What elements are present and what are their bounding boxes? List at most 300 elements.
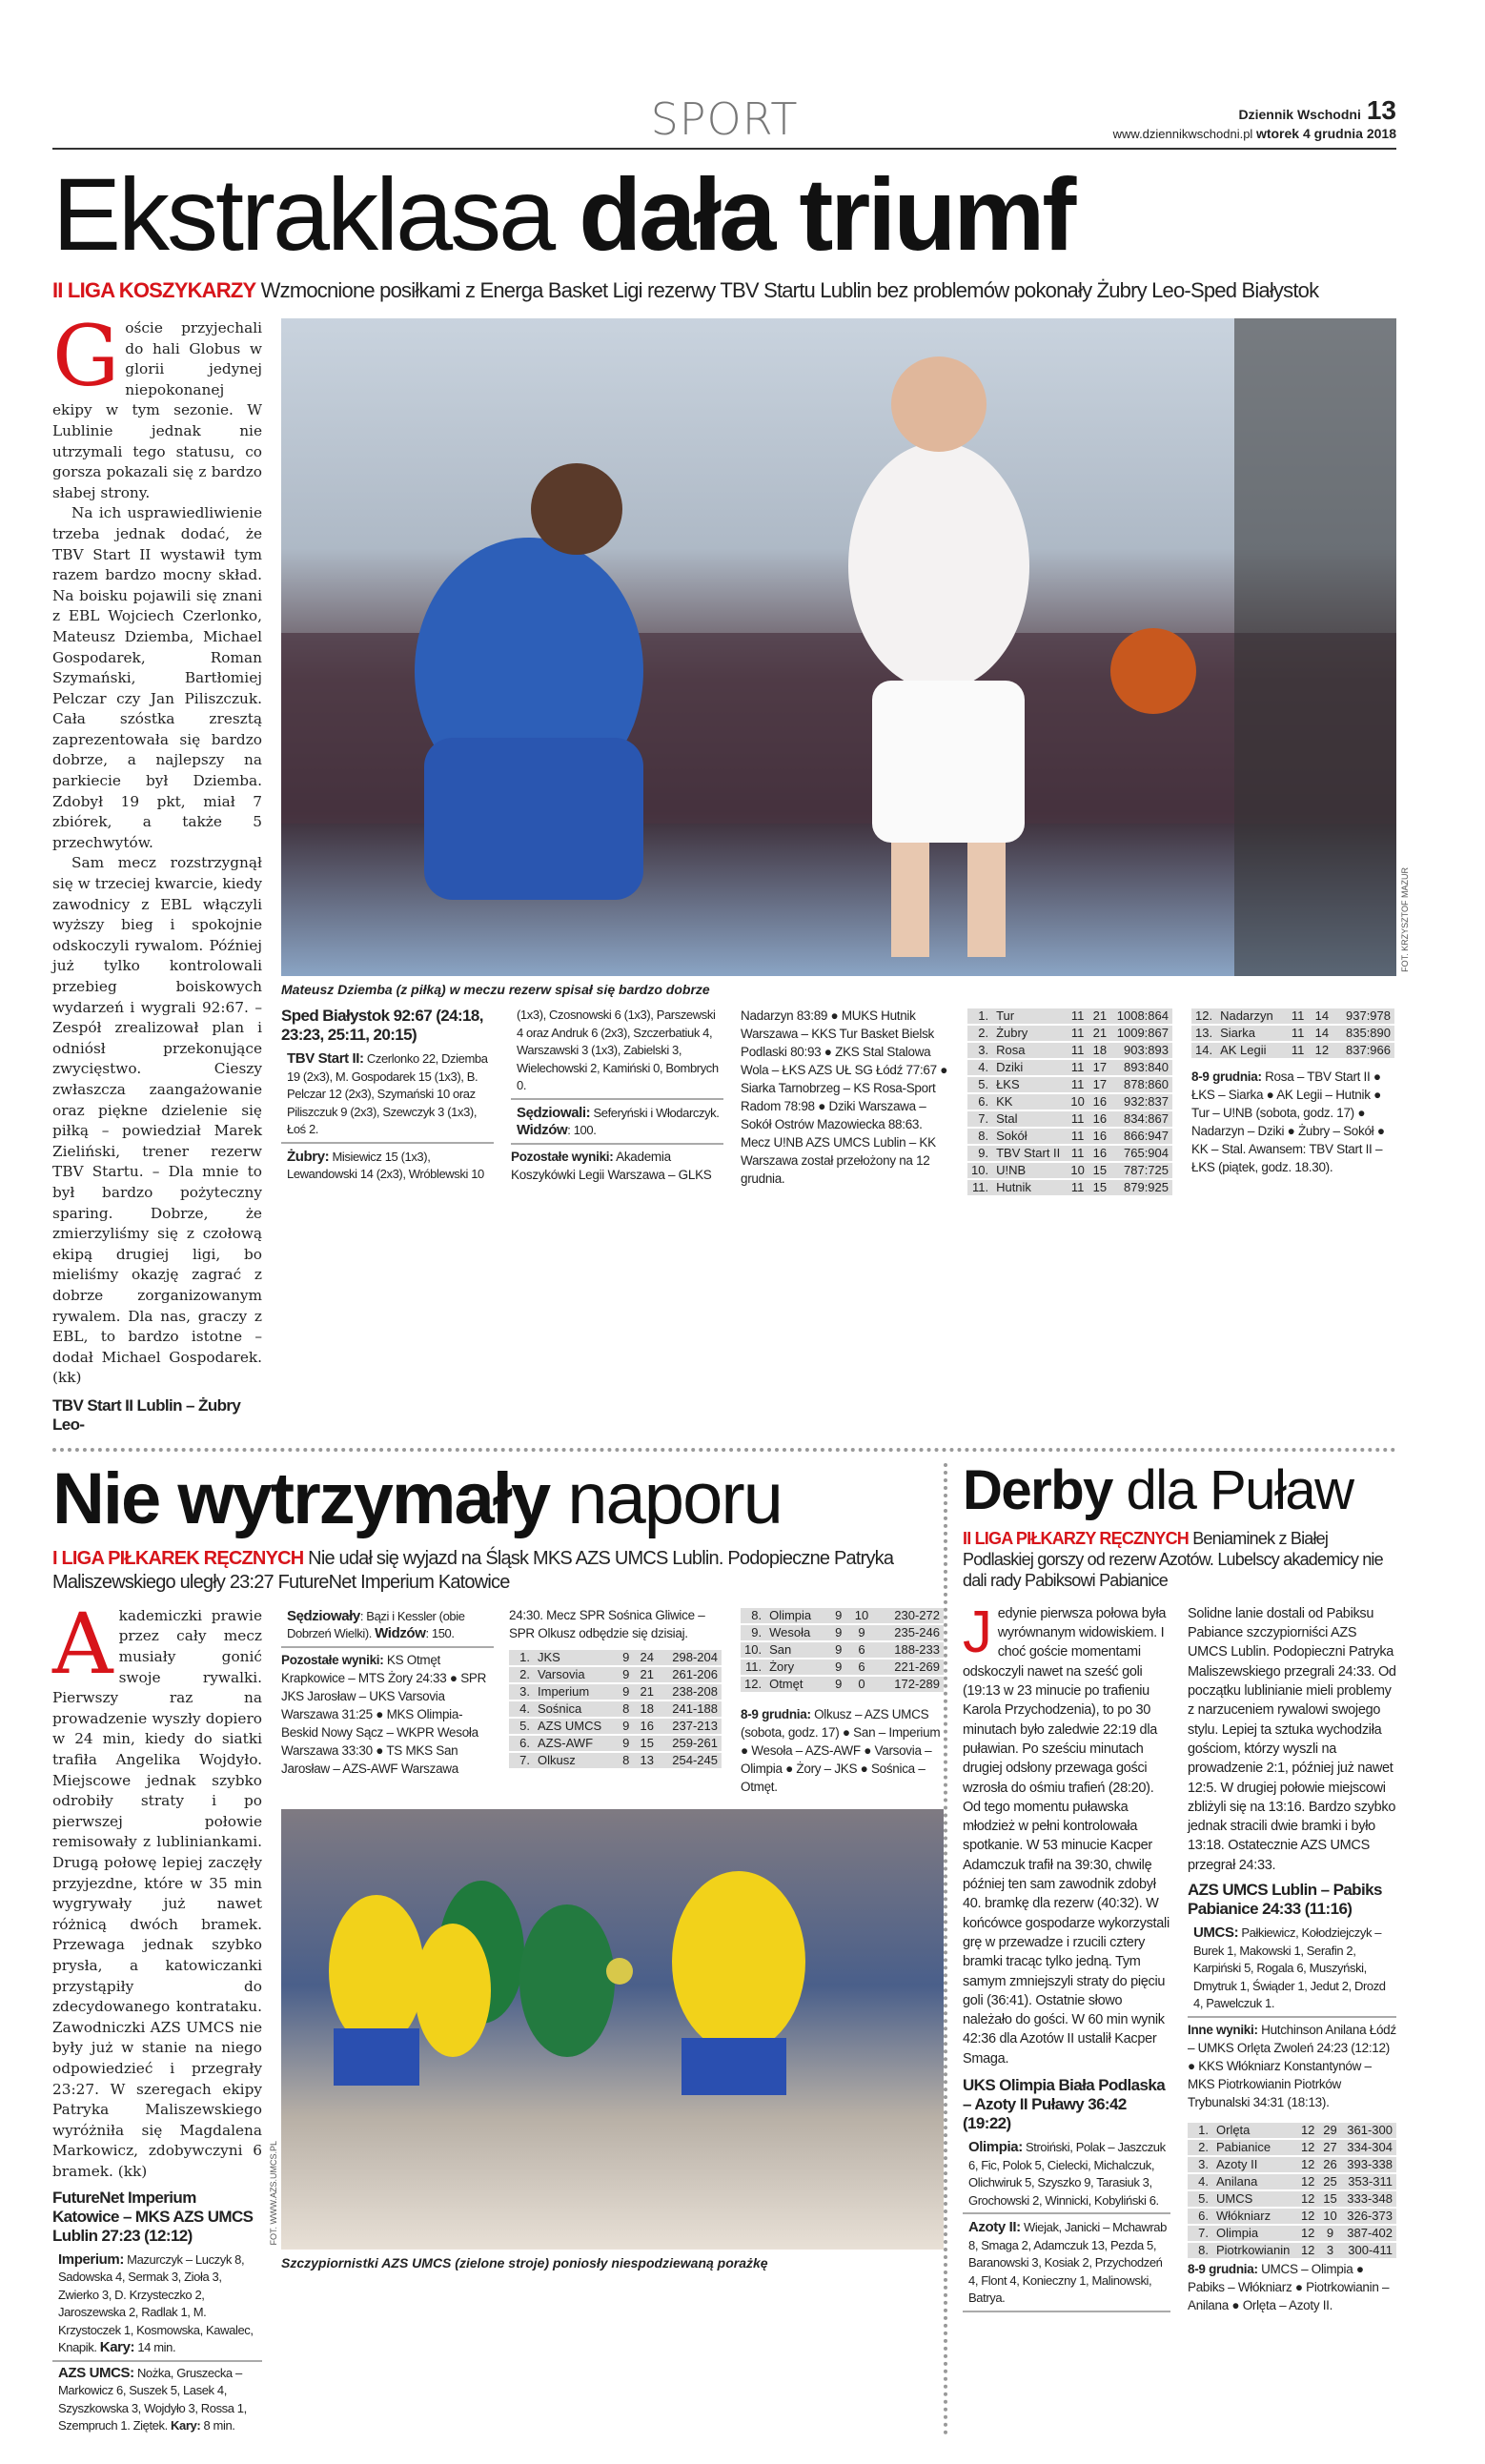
lineup-text: Stroiński, Polak – Jaszczuk 6, Fic, Polok 5, Cielecki, Michalczuk, Olichwiruk 5, Szyszko 9, Tarasiuk 3, Grochowski 2, Winnicki, Kobyliński 6. bbox=[968, 2140, 1166, 2208]
lineup-text: Pałkiewicz, Kołodziejczyk – Burek 1, Makowski 1, Serafin 2, Karpiński 5, Rogala 6, Muszyński, Dmytruk 1, Świąder 1, Jedut 2, Drozd 4, Pawelczuk 1. bbox=[1193, 1925, 1386, 2011]
standings-row bbox=[509, 1701, 722, 1717]
paragraph: Na ich usprawiedliwienie trzeba jednak dodać, że TBV Start II wystawił tym razem bardzo mocny skład. Na boisku pojawili się znani z EBL Wojciech Czerlonko, Mateusz Dziemba, Michael Gospodarek, Roman Szymański, Bartłomiej Pelczar czy Jan Piliszczuk. Cała szóstka zresztą zaprezentowała się bardzo dobrze, a najlepszy na parkiecie był Dziemba. Zdobył 19 pkt, miał 7 zbiórek, a także 5 przechwytów. bbox=[52, 504, 262, 851]
team-cell: Hutnik bbox=[992, 1180, 1067, 1195]
results-block-1 bbox=[281, 1007, 953, 1188]
score-heading-3a: UKS Olimpia Biała Podlaska – Azoty II Puławy 36:42 (19:22) bbox=[963, 2076, 1166, 2132]
points-cell: 9 bbox=[848, 1625, 876, 1640]
standings-table-3 bbox=[1188, 2121, 1396, 2260]
rank-cell: 6. bbox=[509, 1736, 534, 1751]
standings-row bbox=[967, 1111, 1172, 1127]
next-round-3 bbox=[1188, 2260, 1396, 2314]
rank-cell: 9. bbox=[741, 1625, 765, 1640]
rank-cell: 2. bbox=[967, 1026, 992, 1041]
lineup-text: Nożka, Gruszecka – Markowicz 6, Suszek 5, Lasek 4, Szyszkowska 3, Wojdyło 3, Rossa 1, Szempruch 1. Ziętek. bbox=[58, 2365, 247, 2433]
rank-cell: 13. bbox=[1191, 1026, 1216, 1041]
photo-credit-1: FOT. KRZYSZTOF MAZUR bbox=[1400, 867, 1410, 972]
games-cell: 9 bbox=[829, 1642, 848, 1658]
score-cell: 1009:867 bbox=[1111, 1026, 1173, 1041]
section-title: SPORT bbox=[650, 93, 799, 145]
rank-cell: 7. bbox=[1188, 2226, 1212, 2241]
rank-cell: 14. bbox=[1191, 1043, 1216, 1058]
team-cell: AZS-AWF bbox=[534, 1736, 618, 1751]
crowd: : 150. bbox=[425, 1626, 455, 1641]
team-cell: Anilana bbox=[1212, 2174, 1297, 2189]
rank-cell: 12. bbox=[1191, 1008, 1216, 1024]
standings-row bbox=[509, 1753, 722, 1768]
team-cell: Żubry bbox=[992, 1026, 1067, 1041]
standings-row bbox=[1188, 2226, 1396, 2241]
standings-row bbox=[967, 1094, 1172, 1110]
standings-row bbox=[1191, 1008, 1394, 1024]
team-cell: Orlęta bbox=[1212, 2123, 1297, 2138]
games-cell: 11 bbox=[1286, 1043, 1310, 1058]
lineup-label: AZS UMCS: bbox=[58, 2364, 134, 2381]
lineup-label: Imperium: bbox=[58, 2250, 124, 2268]
drop-cap-2: A bbox=[52, 1594, 113, 1693]
lineup-azoty bbox=[963, 2217, 1170, 2312]
refs: Seferyński i Włodarczyk. bbox=[590, 1105, 720, 1120]
handball-photo-wrap bbox=[269, 1809, 944, 2250]
rank-cell: 4. bbox=[967, 1060, 992, 1075]
lineup-umcs bbox=[1188, 1923, 1396, 2018]
games-cell: 12 bbox=[1297, 2123, 1319, 2138]
score-cell: 259-261 bbox=[660, 1736, 722, 1751]
team-cell: Sośnica bbox=[534, 1701, 618, 1717]
lineup-label: Azoty II: bbox=[968, 2219, 1021, 2235]
lead-3 bbox=[963, 1528, 1396, 1591]
masthead bbox=[1113, 95, 1396, 141]
rank-cell: 3. bbox=[1188, 2157, 1212, 2172]
headline-2-bold: Nie wytrzymały bbox=[52, 1457, 568, 1539]
score-cell: 235-246 bbox=[875, 1625, 944, 1640]
standings-row bbox=[509, 1736, 722, 1751]
points-cell: 6 bbox=[848, 1660, 876, 1675]
results-row-1 bbox=[281, 1007, 1396, 1197]
standings-row bbox=[1191, 1043, 1394, 1058]
lineup-label: TBV Start II: bbox=[287, 1050, 364, 1067]
points-cell: 15 bbox=[635, 1736, 660, 1751]
score-cell: 893:840 bbox=[1111, 1060, 1173, 1075]
standings-row bbox=[967, 1180, 1172, 1195]
kicker-1: II LIGA KOSZYKARZY bbox=[52, 278, 256, 302]
games-cell: 11 bbox=[1067, 1111, 1088, 1127]
games-cell: 9 bbox=[618, 1667, 635, 1682]
games-cell: 11 bbox=[1067, 1129, 1088, 1144]
lead-3-text: Beniaminek z Białej Podlaskiej gorszy od rezerw Azotów. Lubelscy akademicy nie dali rady Pabiksowi Pabianice bbox=[963, 1528, 1383, 1590]
score-cell: 393-338 bbox=[1341, 2157, 1396, 2172]
team-cell: Otmęt bbox=[765, 1677, 829, 1692]
photo-illustration bbox=[281, 1809, 944, 2250]
points-cell: 14 bbox=[1310, 1026, 1334, 1041]
photo-credit-2: FOT. WWW.AZS.UMCS.PL bbox=[269, 2141, 278, 2246]
lineup-imperium bbox=[52, 2250, 262, 2362]
games-cell: 9 bbox=[829, 1608, 848, 1623]
team-cell: UMCS bbox=[1212, 2191, 1297, 2207]
standings-row bbox=[967, 1060, 1172, 1075]
standings-row bbox=[741, 1677, 944, 1692]
penalty-label: Kary: bbox=[99, 2339, 135, 2355]
rank-cell: 9. bbox=[967, 1146, 992, 1161]
lineup-azs bbox=[52, 2365, 262, 2435]
lead-2 bbox=[52, 1547, 944, 1595]
article-1-right bbox=[281, 318, 1410, 1197]
games-cell: 11 bbox=[1067, 1180, 1088, 1195]
rank-cell: 1. bbox=[1188, 2123, 1212, 2138]
article-2-right bbox=[269, 1606, 944, 2271]
points-cell: 3 bbox=[1319, 2243, 1341, 2258]
team-cell: Varsovia bbox=[534, 1667, 618, 1682]
rank-cell: 12. bbox=[741, 1677, 765, 1692]
paragraph-text: edynie pierwsza połowa była wyrównanym widowiskiem. I choć goście momentami odskoczyli nawet na sześć goli (19:13 w 23 minucie po trafieniu Karola Przychodzenia), to po 30 minutach było zaledwie 22:19 dla puławian. Po sześciu minutach drugiej odsłony przewaga gości wzrosła do ośmiu trafień (28:20). Od tego momentu puławska młodzież w pełni kontrolowała spotkanie. W 53 minucie Kacper Adamczuk trafił na 39:30, chwilę później ten sam zawodnik zdobył 40. bramkę dla rezerw (40:32). W końcówce gospodarze wykorzystali grę w przewadze i rzucili cztery bramki tracąc tylko jedną. Tym samym zmniejszyli straty do pięciu goli (36:41). Ostatnie słowo należało do gości. W 60 min wynik 42:36 dla Azotów II ustalił Kacper Smaga. bbox=[963, 1605, 1170, 2067]
rank-cell: 4. bbox=[1188, 2174, 1212, 2189]
score-cell: 334-304 bbox=[1341, 2140, 1396, 2155]
standings-row bbox=[741, 1642, 944, 1658]
results-block-2 bbox=[281, 1606, 722, 1778]
score-cell: 866:947 bbox=[1111, 1129, 1173, 1144]
drop-cap-1: G bbox=[52, 307, 120, 405]
drop-cap-3: J bbox=[963, 1599, 992, 1665]
standings-table-1b bbox=[1191, 1007, 1394, 1176]
points-cell: 18 bbox=[1088, 1043, 1110, 1058]
lineup-label: Olimpia: bbox=[968, 2139, 1023, 2155]
points-cell: 21 bbox=[635, 1684, 660, 1700]
standings-row bbox=[1191, 1026, 1394, 1041]
crowd-label: Widzów bbox=[375, 1625, 426, 1642]
games-cell: 11 bbox=[1067, 1077, 1088, 1092]
next-round-text: Olkusz – AZS UMCS (sobota, godz. 17) ● San – Imperium ● Wesoła – AZS-AWF ● Varsovia – Olimpia ● Żory – JKS ● Sośnica – Otmęt. bbox=[741, 1706, 941, 1794]
games-cell: 12 bbox=[1297, 2191, 1319, 2207]
score-cell: 261-206 bbox=[660, 1667, 722, 1682]
score-cell: 835:890 bbox=[1334, 1026, 1394, 1041]
rank-cell: 8. bbox=[967, 1129, 992, 1144]
team-cell: Żory bbox=[765, 1660, 829, 1675]
points-cell: 0 bbox=[848, 1677, 876, 1692]
rank-cell: 3. bbox=[967, 1043, 992, 1058]
article-3-columns bbox=[963, 1599, 1396, 2315]
refs-crowd bbox=[511, 1103, 723, 1145]
paragraph bbox=[963, 1599, 1170, 2068]
rank-cell: 6. bbox=[967, 1094, 992, 1110]
team-cell: Olimpia bbox=[1212, 2226, 1297, 2241]
paper-url[interactable]: www.dziennikwschodni.pl bbox=[1112, 127, 1253, 141]
games-cell: 12 bbox=[1297, 2226, 1319, 2241]
rank-cell: 8. bbox=[1188, 2243, 1212, 2258]
points-cell: 15 bbox=[1088, 1163, 1110, 1178]
score-cell: 238-208 bbox=[660, 1684, 722, 1700]
page-header bbox=[52, 0, 1396, 150]
rank-cell: 1. bbox=[967, 1008, 992, 1024]
standings-row bbox=[741, 1608, 944, 1623]
rank-cell: 5. bbox=[1188, 2191, 1212, 2207]
score-heading-1b: Sped Białystok 92:67 (24:18, 23:23, 25:11, 20:15) bbox=[281, 1007, 483, 1044]
bottom-section bbox=[52, 1457, 1396, 2435]
page-number: 13 bbox=[1366, 95, 1396, 125]
standings-row bbox=[967, 1008, 1172, 1024]
headline-1 bbox=[52, 156, 1396, 272]
games-cell: 12 bbox=[1297, 2243, 1319, 2258]
paragraph: oście przyjechali do hali Globus w glorii jedynej niepokonanej ekipy w tym sezonie. W Lublinie jednak nie utrzymali tego statusu, co gorsza pokazali się z bardzo słabej strony. bbox=[52, 319, 262, 501]
points-cell: 17 bbox=[1088, 1077, 1110, 1092]
lineup-text: Misiewicz 15 (1x3), Lewandowski 14 (2x3), Wróblewski 10 (1x3), Czosnowski 6 (1x3), Parszewski 4 oraz Andruk 6 (2x3), Szczerbatiuk 4, Warszawski 3 (1x3), Zabielski 3, Wielechowski 2, Kamiński 0, Bombrych 0. bbox=[287, 1008, 719, 1181]
next-round-label: 8-9 grudnia: bbox=[1191, 1069, 1262, 1084]
other-results-3 bbox=[1188, 2021, 1396, 2111]
score-cell: 1008:864 bbox=[1111, 1008, 1173, 1024]
score-cell: 903:893 bbox=[1111, 1043, 1173, 1058]
rank-cell: 11. bbox=[967, 1180, 992, 1195]
score-cell: 221-269 bbox=[875, 1660, 944, 1675]
score-cell: 765:904 bbox=[1111, 1146, 1173, 1161]
points-cell: 25 bbox=[1319, 2174, 1341, 2189]
standings-row bbox=[967, 1043, 1172, 1058]
standings-row bbox=[967, 1129, 1172, 1144]
standings-table-2b bbox=[741, 1606, 944, 1796]
team-cell: Wesoła bbox=[765, 1625, 829, 1640]
points-cell: 15 bbox=[1319, 2191, 1341, 2207]
team-cell: JKS bbox=[534, 1650, 618, 1665]
score-cell: 300-411 bbox=[1341, 2243, 1396, 2258]
other-results-label: Inne wyniki: bbox=[1188, 2022, 1258, 2037]
rank-cell: 7. bbox=[967, 1111, 992, 1127]
rank-cell: 1. bbox=[509, 1650, 534, 1665]
games-cell: 12 bbox=[1297, 2157, 1319, 2172]
next-round-1 bbox=[1191, 1068, 1394, 1176]
team-cell: Piotrkowianin bbox=[1212, 2243, 1297, 2258]
standings-row bbox=[1188, 2174, 1396, 2189]
standings-row bbox=[509, 1684, 722, 1700]
team-cell: Azoty II bbox=[1212, 2157, 1297, 2172]
article-3 bbox=[944, 1458, 1396, 2435]
points-cell: 27 bbox=[1319, 2140, 1341, 2155]
crowd-label: Widzów bbox=[517, 1122, 568, 1138]
team-cell: AK Legii bbox=[1216, 1043, 1286, 1058]
lead-1 bbox=[52, 277, 1396, 303]
kicker-2: I LIGA PIŁKAREK RĘCZNYCH bbox=[52, 1547, 304, 1569]
headline-3-bold: Derby bbox=[963, 1458, 1127, 1521]
standings-row bbox=[741, 1660, 944, 1675]
refs: : Bązi i Kessler (obie Dobrzeń Wielki). bbox=[287, 1608, 465, 1641]
score-cell: 230-272 bbox=[875, 1608, 944, 1623]
rank-cell: 6. bbox=[1188, 2209, 1212, 2224]
games-cell: 12 bbox=[1297, 2209, 1319, 2224]
standings-row bbox=[509, 1719, 722, 1734]
lead-2-text: Nie udał się wyjazd na Śląsk MKS AZS UMCS Lublin. Podopieczne Patryka Maliszewskiego uległy 23:27 FutureNet Imperium Katowice bbox=[52, 1547, 894, 1593]
team-cell: Tur bbox=[992, 1008, 1067, 1024]
article-3-col-a bbox=[963, 1599, 1170, 2315]
score-cell: 834:867 bbox=[1111, 1111, 1173, 1127]
team-cell: Siarka bbox=[1216, 1026, 1286, 1041]
next-round-label: 8-9 grudnia: bbox=[741, 1706, 811, 1721]
standings-row bbox=[741, 1625, 944, 1640]
handball-photo bbox=[281, 1809, 944, 2250]
paper-name: Dziennik Wschodni bbox=[1238, 107, 1361, 122]
team-cell: KK bbox=[992, 1094, 1067, 1110]
standings-row bbox=[967, 1077, 1172, 1092]
standings-row bbox=[967, 1146, 1172, 1161]
team-cell: Sokół bbox=[992, 1129, 1067, 1144]
score-heading-3b: AZS UMCS Lublin – Pabiks Pabianice 24:33 (11:16) bbox=[1188, 1881, 1382, 1919]
next-round-text: UMCS – Olimpia ● Pabiks – Włókniarz ● Piotrkowianin – Anilana ● Orlęta – Azoty II. bbox=[1188, 2261, 1390, 2312]
score-cell: 837:966 bbox=[1334, 1043, 1394, 1058]
section-divider bbox=[52, 1448, 1396, 1452]
games-cell: 9 bbox=[618, 1719, 635, 1734]
lineup-olimpia bbox=[963, 2137, 1170, 2214]
lineup-text: Wiejak, Janicki – Mchawrab 8, Smaga 2, Adamczuk 13, Pezda 5, Baranowski 3, Kosiak 2, Przychodzeń 4, Flont 4, Konieczny 1, Malinowski, Batrya. bbox=[968, 2220, 1167, 2305]
article-2-columns bbox=[52, 1594, 944, 2435]
team-cell: Stal bbox=[992, 1111, 1067, 1127]
score-heading-2: FutureNet Imperium Katowice – MKS AZS UMCS Lublin 27:23 (12:12) bbox=[52, 2188, 254, 2245]
lineup-text: Mazurczyk – Luczyk 8, Sadowska 4, Sermak 3, Zioła 3, Zwierko 3, D. Krzysteczko 2, Jaroszewska 2, Radlak 1, M. Krzystoczek 1, Kosmowska, Kawalec, Knapik. bbox=[58, 2251, 254, 2354]
score-cell: 787:725 bbox=[1111, 1163, 1173, 1178]
refs-label: Sędziowali: bbox=[517, 1104, 591, 1121]
standings-table-1a bbox=[967, 1007, 1172, 1197]
standings-row bbox=[967, 1163, 1172, 1178]
games-cell: 10 bbox=[1067, 1163, 1088, 1178]
rank-cell: 7. bbox=[509, 1753, 534, 1768]
standings-row bbox=[1188, 2123, 1396, 2138]
score-cell: 172-289 bbox=[875, 1677, 944, 1692]
other-results-text: KS Otmęt Krapkowice – MTS Żory 24:33 ● SPR JKS Jarosław – UKS Varsovia Warszawa 31:25 ● MKS Olimpia-Beskid Nowy Sącz – WKPR Wesoła Warszawa 33:30 ● TS MKS San Jarosław – AZS-AWF Warszawa 24:30. Mecz SPR Sośnica Gliwice – SPR Olkusz odbędzie się dzisiaj. bbox=[281, 1607, 705, 1776]
points-cell: 12 bbox=[1310, 1043, 1334, 1058]
next-round-text: Rosa – TBV Start II ● ŁKS – Siarka ● AK Legii – Hutnik ● Tur – U!NB (sobota, godz. 17) ● Nadarzyn – Dziki ● Żubry – Sokół ● KK – Stal. Awansem: TBV Start II – ŁKS (piątek, godz. 18.30). bbox=[1191, 1069, 1385, 1174]
points-cell: 21 bbox=[635, 1667, 660, 1682]
issue-date: wtorek 4 grudnia 2018 bbox=[1255, 126, 1396, 141]
games-cell: 8 bbox=[618, 1701, 635, 1717]
team-cell: Rosa bbox=[992, 1043, 1067, 1058]
rank-cell: 2. bbox=[509, 1667, 534, 1682]
score-cell: 937:978 bbox=[1334, 1008, 1394, 1024]
score-cell: 254-245 bbox=[660, 1753, 722, 1768]
points-cell: 17 bbox=[1088, 1060, 1110, 1075]
games-cell: 11 bbox=[1067, 1060, 1088, 1075]
games-cell: 9 bbox=[829, 1625, 848, 1640]
team-cell: Olkusz bbox=[534, 1753, 618, 1768]
points-cell: 16 bbox=[1088, 1129, 1110, 1144]
score-cell: 237-213 bbox=[660, 1719, 722, 1734]
points-cell: 16 bbox=[635, 1719, 660, 1734]
results-row-2 bbox=[281, 1606, 944, 1796]
refs-label: Sędziowały bbox=[287, 1607, 360, 1624]
points-cell: 10 bbox=[1319, 2209, 1341, 2224]
score-cell: 298-204 bbox=[660, 1650, 722, 1665]
games-cell: 11 bbox=[1067, 1008, 1088, 1024]
standings-row bbox=[1188, 2209, 1396, 2224]
paragraph: Sam mecz rozstrzygnął się w trzeciej kwarcie, kiedy zawodnicy z EBL włączyli wyższy bieg i spokojnie odskoczyli rywalom. Później już tylko kontrolowali przebieg boiskowych wydarzeń i wygrali 92:67. – Zespół zrealizował plan i odniósł przekonujące zwycięstwo. Cieszy zwłaszcza zaangażowanie oraz piękne dzielenie się piłką – powiedział Marek Zieliński, trener rezerw TBV Startu. – Dla mnie to był bardzo pożyteczny sparing. Dobrze, że zmierzyliśmy się z czołową ekipą drugiej ligi, bo mieliśmy okazję zagrać z dobrze zorganizowanym rywalem. Dla nas, graczy z EBL, to bardzo istotne – dodał Michael Gospodarek. (kk) bbox=[52, 854, 262, 1387]
article-1-body bbox=[52, 307, 262, 1438]
games-cell: 9 bbox=[829, 1660, 848, 1675]
games-cell: 11 bbox=[1067, 1026, 1088, 1041]
points-cell: 16 bbox=[1088, 1146, 1110, 1161]
score-cell: 241-188 bbox=[660, 1701, 722, 1717]
photo-caption-1: Mateusz Dziemba (z piłką) w meczu rezerw spisał się bardzo dobrze bbox=[281, 982, 710, 997]
score-cell: 878:860 bbox=[1111, 1077, 1173, 1092]
photo-caption-2: Szczypiornistki AZS UMCS (zielone stroje) poniosły niespodziewaną porażkę bbox=[281, 2254, 768, 2271]
standings-row bbox=[1188, 2243, 1396, 2258]
team-cell: TBV Start II bbox=[992, 1146, 1067, 1161]
rank-cell: 3. bbox=[509, 1684, 534, 1700]
article-3-col-b bbox=[1188, 1604, 1396, 2314]
team-cell: ŁKS bbox=[992, 1077, 1067, 1092]
standings-row bbox=[967, 1026, 1172, 1041]
score-cell: 387-402 bbox=[1341, 2226, 1396, 2241]
points-cell: 14 bbox=[1310, 1008, 1334, 1024]
points-cell: 16 bbox=[1088, 1094, 1110, 1110]
basketball-photo bbox=[281, 318, 1396, 976]
next-round-2 bbox=[741, 1705, 944, 1796]
games-cell: 12 bbox=[1297, 2140, 1319, 2155]
lead-1-text: Wzmocnione posiłkami z Energa Basket Ligi rezerwy TBV Startu Lublin bez problemów pokonały Żubry Leo-Sped Białystok bbox=[260, 278, 1319, 302]
lineup-label: Żubry: bbox=[287, 1148, 330, 1165]
points-cell: 13 bbox=[635, 1753, 660, 1768]
photo-illustration bbox=[281, 318, 1396, 976]
games-cell: 11 bbox=[1286, 1026, 1310, 1041]
team-cell: Olimpia bbox=[765, 1608, 829, 1623]
headline-3-light: dla Puław bbox=[1126, 1458, 1353, 1521]
standings-row bbox=[1188, 2140, 1396, 2155]
points-cell: 6 bbox=[848, 1642, 876, 1658]
games-cell: 10 bbox=[1067, 1094, 1088, 1110]
article-2 bbox=[52, 1457, 944, 2435]
headline-3 bbox=[963, 1458, 1396, 1521]
games-cell: 9 bbox=[829, 1677, 848, 1692]
paragraph: kademiczki prawie przez cały mecz musiały gonić swoje rywalki. Pierwszy raz na prowadzenie wyszły dopiero w 24 min, kiedy do siatki trafiła Angelika Wojdyło. Miejscowe jednak szybko odrobiły straty i po pierwszej połowie remisowały z lubliniankami. Drugą połowę lepiej zaczęły przyjezdne, które w 35 min wygrywały już nawet różnicą dwóch bramek. Przewaga jednak szybko prysła, a katowiczanki przystąpiły do zdecydowanego kontrataku. Zawodniczki AZS UMCS nie były już w stanie na niego odpowiedzieć i przegrały 23:27. W szeregach ekipy Patryka Maliszewskiego wyróżniła się Magdalena Markowicz, zdobywczyni 6 bramek. (kk) bbox=[52, 1606, 262, 2180]
score-cell: 361-300 bbox=[1341, 2123, 1396, 2138]
basketball-photo-wrap bbox=[281, 318, 1410, 976]
other-results-text: Akademia Koszykówki Legii Warszawa – GLKS Nadarzyn 83:89 ● MUKS Hutnik Warszawa – KKS Tur Basket Bielsk Podlaski 80:93 ● ZKS Stal Stalowa Wola – ŁKS AZS UŁ SG Łódź 77:67 ● Siarka Tarnobrzeg – KS Rosa-Sport Radom 78:98 ● Dziki Warszawa – Sokół Ostrów Mazowiecka 88:63. Mecz U!NB AZS UMCS Lublin – KK Warszawa został przełożony na 12 grudnia. bbox=[511, 1008, 948, 1186]
score-cell: 932:837 bbox=[1111, 1094, 1173, 1110]
other-results-text: Hutchinson Anilana Łódź – UMKS Orlęta Zwoleń 24:23 (12:12) ● KKS Włókniarz Konstantynów – MKS Piotrkowianin Piotrków Trybunalski 34:31 (18:13). bbox=[1188, 2022, 1396, 2109]
points-cell: 21 bbox=[1088, 1026, 1110, 1041]
team-cell: U!NB bbox=[992, 1163, 1067, 1178]
points-cell: 16 bbox=[1088, 1111, 1110, 1127]
other-results-label: Pozostałe wyniki: bbox=[281, 1652, 384, 1667]
games-cell: 9 bbox=[618, 1736, 635, 1751]
points-cell: 15 bbox=[1088, 1180, 1110, 1195]
rank-cell: 10. bbox=[967, 1163, 992, 1178]
team-cell: Pabianice bbox=[1212, 2140, 1297, 2155]
team-cell: Nadarzyn bbox=[1216, 1008, 1286, 1024]
refs-crowd-2 bbox=[281, 1606, 494, 1648]
rank-cell: 4. bbox=[509, 1701, 534, 1717]
games-cell: 8 bbox=[618, 1753, 635, 1768]
score-cell: 333-348 bbox=[1341, 2191, 1396, 2207]
games-cell: 12 bbox=[1297, 2174, 1319, 2189]
penalty: 14 min. bbox=[134, 2340, 176, 2354]
games-cell: 9 bbox=[618, 1684, 635, 1700]
article-2-body bbox=[52, 1594, 262, 2435]
score-cell: 188-233 bbox=[875, 1642, 944, 1658]
paragraph: Solidne lanie dostali od Pabiksu Pabiance szczypiorniści AZS UMCS Lublin. Podopieczni Patryka Maliszewskiego przegrali 24:33. Od początku lublinianie mieli problemy z narzuceniem rywalowi swojego stylu. Lepiej ta sztuka wychodziła gościom, którzy wyszli na prowadzenie 2:1, później już nawet 12:5. W drugiej połowie miejscowi zbliżyli się na 13:16. Bardzo szybko jednak stracili dwie bramki i było 13:18. Ostatecznie AZS UMCS przegrał 24:33. bbox=[1188, 1605, 1396, 1873]
score-heading-1a: TBV Start II Lublin – Żubry Leo- bbox=[52, 1395, 241, 1434]
team-cell: Dziki bbox=[992, 1060, 1067, 1075]
penalty-label: Kary: bbox=[171, 2418, 201, 2433]
points-cell: 9 bbox=[1319, 2226, 1341, 2241]
penalty: 8 min. bbox=[200, 2418, 235, 2433]
score-cell: 879:925 bbox=[1111, 1180, 1173, 1195]
games-cell: 11 bbox=[1286, 1008, 1310, 1024]
other-results-label: Pozostałe wyniki: bbox=[511, 1149, 614, 1164]
score-cell: 326-373 bbox=[1341, 2209, 1396, 2224]
games-cell: 11 bbox=[1067, 1043, 1088, 1058]
headline-2-light: naporu bbox=[567, 1457, 782, 1539]
games-cell: 11 bbox=[1067, 1146, 1088, 1161]
points-cell: 21 bbox=[1088, 1008, 1110, 1024]
points-cell: 18 bbox=[635, 1701, 660, 1717]
standings-row bbox=[1188, 2191, 1396, 2207]
team-cell: Włókniarz bbox=[1212, 2209, 1297, 2224]
next-round-label: 8-9 grudnia: bbox=[1188, 2261, 1258, 2276]
points-cell: 10 bbox=[848, 1608, 876, 1623]
kicker-3: II LIGA PIŁKARZY RĘCZNYCH bbox=[963, 1528, 1190, 1548]
